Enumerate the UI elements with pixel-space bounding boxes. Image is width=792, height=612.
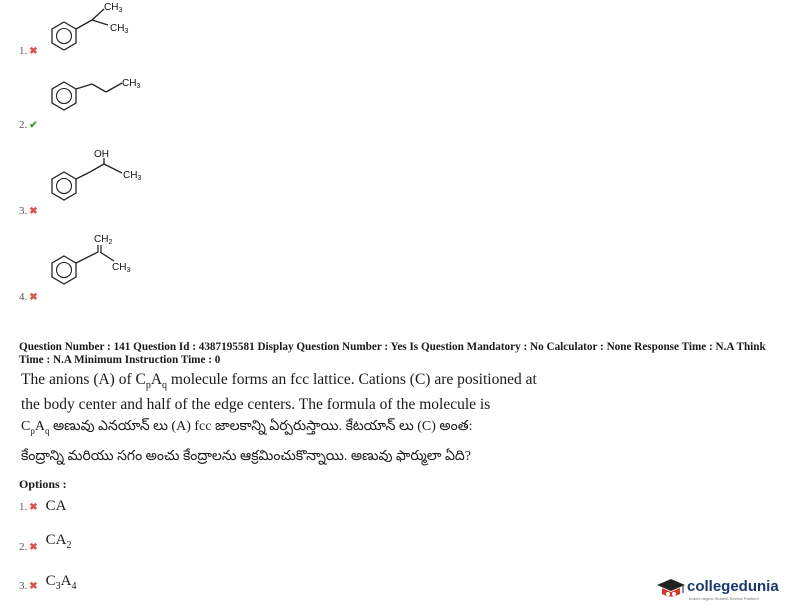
check-icon: ✔ xyxy=(29,120,38,131)
question-meta: Question Number : 141 Question Id : 4387195581 Display Question Number : Yes Is Question Mandatory : No Calculator : None Response Time : N.A Think Time : N.A Minimum Instruction Time : 0 xyxy=(19,341,766,366)
wrong-icon: ✖ xyxy=(29,46,38,57)
wrong-icon: ✖ xyxy=(29,206,38,217)
collegedunia-logo xyxy=(656,574,790,608)
question-text-english xyxy=(21,370,761,414)
logo-tagline: India's largest Student Review Platform xyxy=(689,596,759,601)
answer-option-1[interactable]: 1. ✖ CA xyxy=(19,498,67,514)
wrong-icon: ✖ xyxy=(29,292,38,303)
ch3-label: $CH_3$ xyxy=(112,262,131,274)
question-telugu-line-2: కేంద్రాన్ని మరియు సగం అంచు కేంద్రాలను ఆక్రమించుకొన్నాయి. అణువు ఫార్ములా ఏది? xyxy=(21,448,471,464)
wrong-icon: ✖ xyxy=(29,581,38,592)
wrong-icon: ✖ xyxy=(29,542,38,553)
ch3-label: $CH_3$ xyxy=(122,78,141,90)
graduation-cap-icon xyxy=(656,576,686,604)
option-text: $CA_2$ xyxy=(45,532,72,551)
question-english-line-2: the body center and half of the edge centers. The formula of the molecule is xyxy=(21,396,491,414)
answer-option-3[interactable]: 3. ✖ $C_3A_4$ xyxy=(19,573,77,592)
option-text: $C_3A_4$ xyxy=(45,573,77,592)
oh-label: OH xyxy=(94,149,109,160)
ch3-label: $CH_3$ xyxy=(110,23,129,35)
ch3-label: $CH_3$ xyxy=(104,2,123,14)
structure-1-cumene xyxy=(40,0,160,60)
question-text-telugu xyxy=(21,417,761,466)
structure-2-propylbenzene xyxy=(40,68,170,124)
logo-wordmark: collegedunia xyxy=(687,578,779,595)
structure-option-4[interactable]: 4. ✖ xyxy=(19,291,38,303)
question-telugu-line-1: $C_pA_q$ అణువు ఎనయాన్ లు (A) fcc జాలకాన్ని ఏర్పరుస్తాయి. కేటయాన్ లు (C) అంత: xyxy=(21,419,473,436)
ch3-label: $CH_3$ xyxy=(123,170,142,182)
question-english-line-1: The anions (A) of $C_pA_q$ molecule forms an fcc lattice. Cations (C) are positioned at xyxy=(21,371,537,392)
structure-option-2[interactable]: 2. ✔ xyxy=(19,119,38,131)
options-title: Options : xyxy=(19,477,67,491)
wrong-icon: ✖ xyxy=(29,502,38,513)
structure-4-methallylbenzene xyxy=(40,226,170,292)
structure-option-3[interactable]: 3. ✖ xyxy=(19,205,38,217)
option-text: CA xyxy=(45,498,67,514)
ch2-label: $CH_2$ xyxy=(94,234,113,246)
structure-option-1[interactable]: 1. ✖ xyxy=(19,45,38,57)
structure-3-phenylpropanol xyxy=(40,142,170,208)
answer-option-2[interactable]: 2. ✖ $CA_2$ xyxy=(19,532,72,553)
